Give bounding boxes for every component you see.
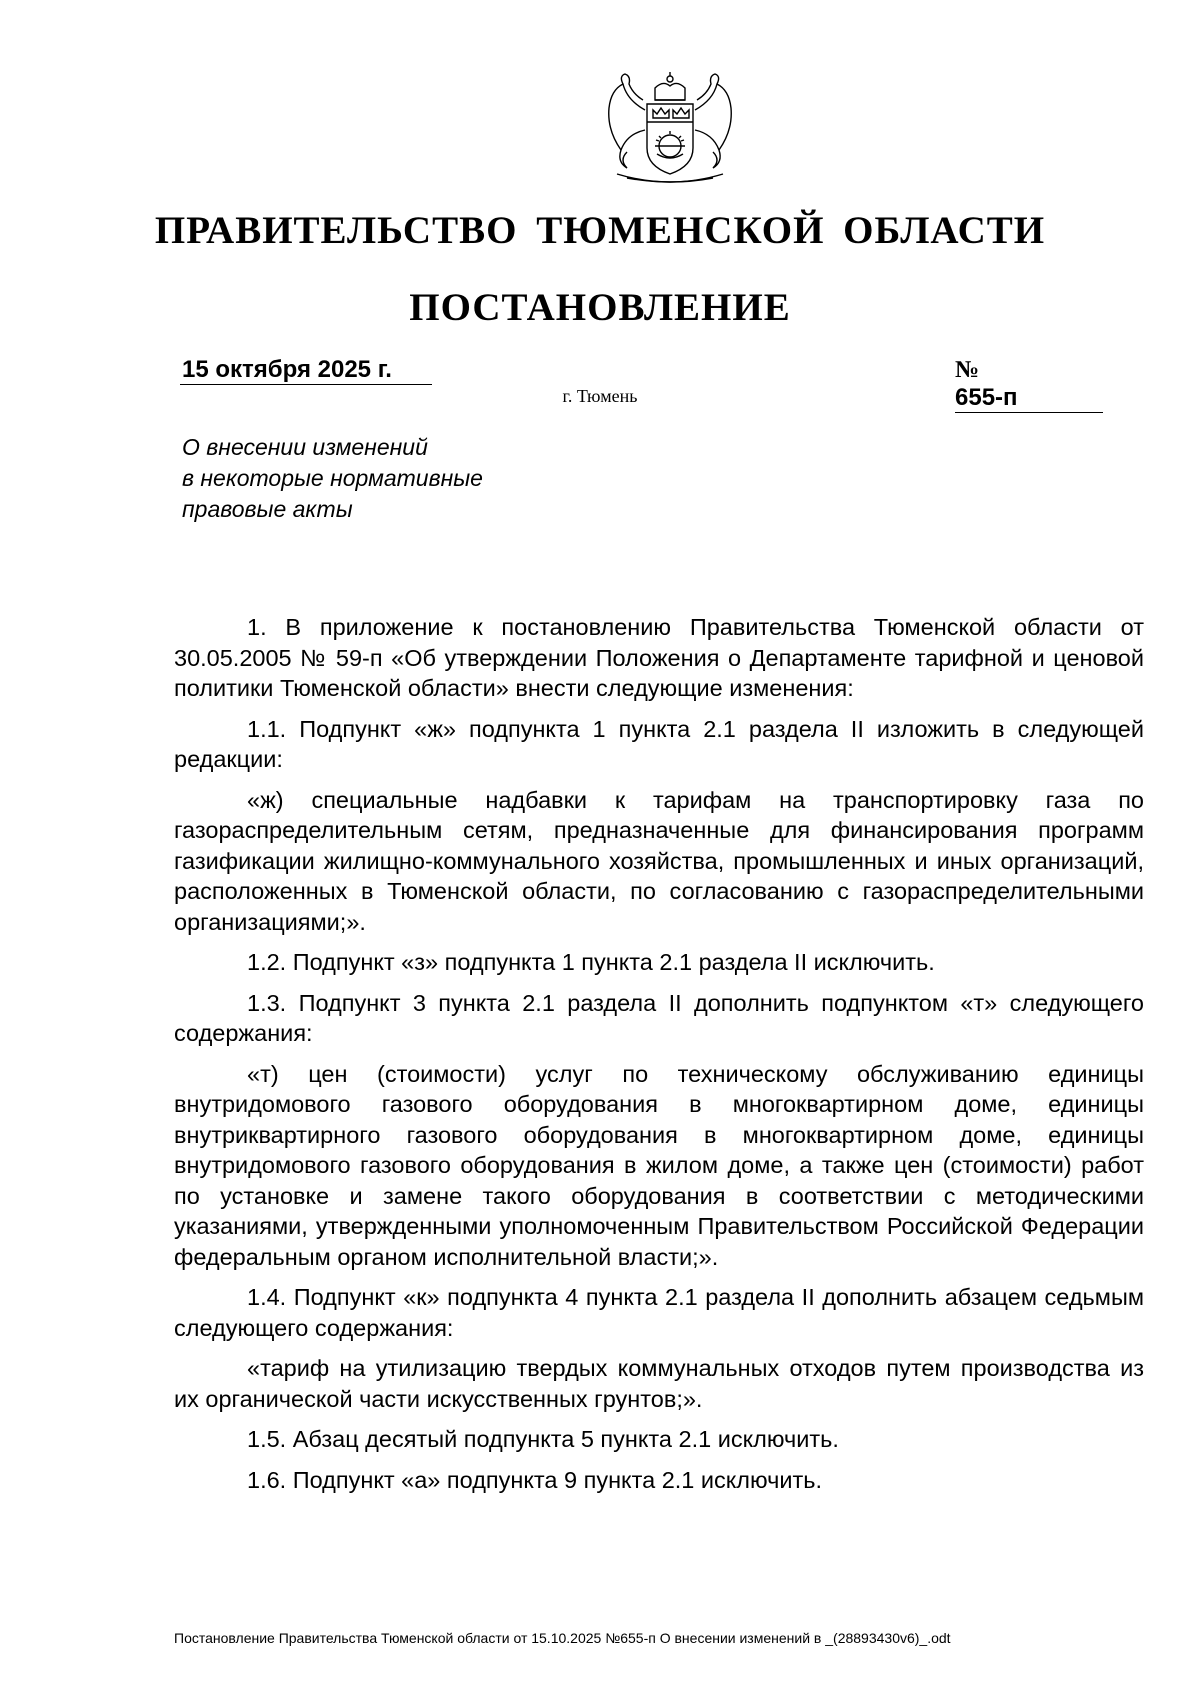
body-paragraph: 1.6. Подпункт «а» подпункта 9 пункта 2.1 исключить. <box>247 1466 823 1493</box>
body-paragraph: 1.5. Абзац десятый подпункта 5 пункта 2.1 исключить. <box>247 1426 839 1452</box>
body-paragraph: 1.3. Подпункт 3 пункта 2.1 раздела II дополнить подпунктом «т» следующего содержания: <box>174 989 1144 1046</box>
document-date: 15 октября 2025 г. <box>180 356 432 385</box>
document-type-title: ПОСТАНОВЛЕНИЕ <box>409 286 791 329</box>
coat-of-arms-icon <box>597 70 743 190</box>
city-label: г. Тюмень <box>562 386 638 406</box>
organization-title: ПРАВИТЕЛЬСТВО ТЮМЕНСКОЙ ОБЛАСТИ <box>154 209 1046 252</box>
number-sign: № <box>955 357 980 383</box>
body-paragraph: 1.2. Подпункт «з» подпункта 1 пункта 2.1 раздела II исключить. <box>247 949 935 975</box>
document-body <box>174 612 1144 1505</box>
body-paragraph: 1.4. Подпункт «к» подпункта 4 пункта 2.1 раздела II дополнить абзацем седьмым следующего содержания: <box>174 1284 1144 1341</box>
body-paragraph: «т) цен (стоимости) услуг по техническому обслуживанию единицы внутридомового газового оборудования в многоквартирном доме, единицы внутриквартирного газового оборудования в многоквартирном доме, единицы внутридомового газового оборудования в жилом доме, а также цен (стоимости) работ по установке и замене такого оборудования в соответствии с методическими указаниями, утвержденными уполномоченным Правительством Российской Федерации федеральным органом исполнительной власти;». <box>174 1060 1144 1270</box>
subject-line: в некоторые нормативные <box>182 465 483 491</box>
subject-line: правовые акты <box>182 496 353 522</box>
document-subject <box>182 432 582 525</box>
subject-line: О внесении изменений <box>182 434 428 460</box>
number-value: 655-п <box>955 384 1103 413</box>
page-footer: Постановление Правительства Тюменской области от 15.10.2025 №655-п О внесении изменений в _(28893430v6)_.odt <box>174 1630 951 1646</box>
body-paragraph: 1. В приложение к постановлению Правительства Тюменской области от 30.05.2005 № 59-п «Об утверждении Положения о Департаменте тарифной и ценовой политики Тюменской области» внести следующие изменения: <box>174 614 1144 701</box>
body-paragraph: «тариф на утилизацию твердых коммунальных отходов путем производства из их органической части искусственных грунтов;». <box>174 1355 1144 1412</box>
body-paragraph: 1.1. Подпункт «ж» подпункта 1 пункта 2.1 раздела II изложить в следующей редакции: <box>174 715 1144 772</box>
body-paragraph: «ж) специальные надбавки к тарифам на транспортировку газа по газораспределительным сетям, предназначенные для финансирования программ газификации жилищно-коммунального хозяйства, промышленных и иных организаций, расположенных в Тюменской области, по согласованию с газораспределительными организациями;». <box>174 786 1144 935</box>
